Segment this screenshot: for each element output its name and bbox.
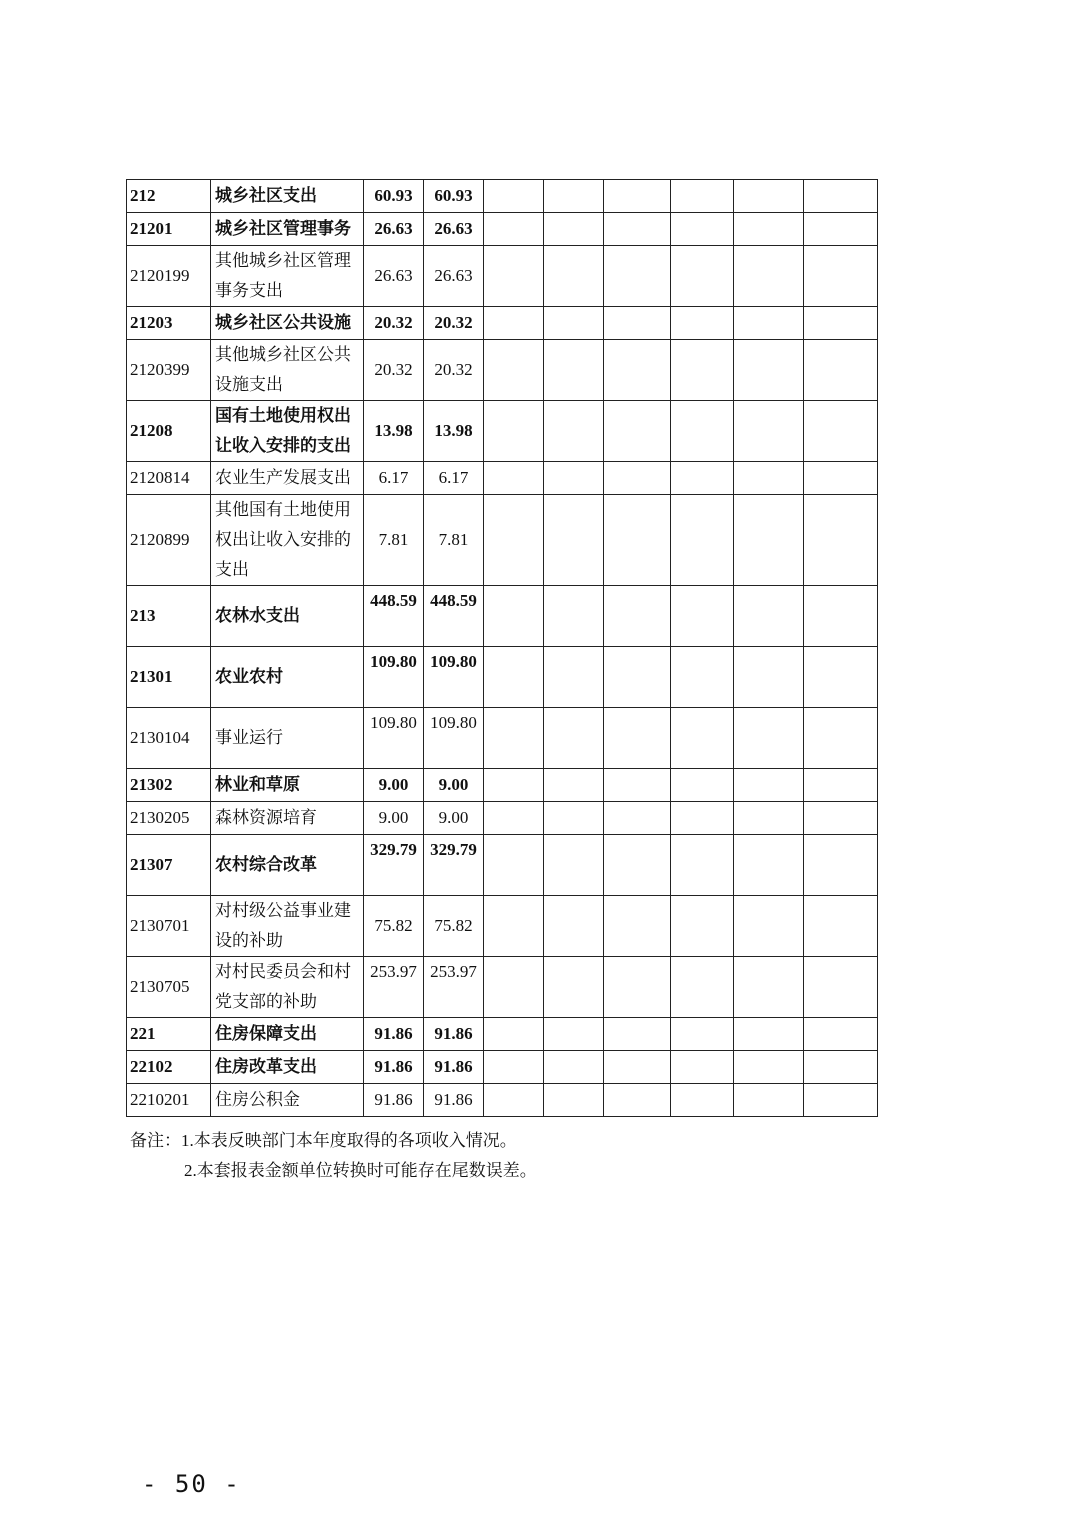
empty-cell [604, 957, 671, 1018]
empty-cell [484, 307, 544, 340]
table-body [127, 180, 878, 1117]
empty-cell [671, 213, 734, 246]
subject-code-cell: 21307 [127, 835, 211, 896]
subject-code-cell: 2130705 [127, 957, 211, 1018]
empty-cell [671, 802, 734, 835]
table-row [127, 495, 878, 586]
amount-cell: 109.80 [424, 708, 484, 769]
empty-cell [671, 769, 734, 802]
total-amount-cell: 13.98 [364, 401, 424, 462]
empty-cell [604, 1084, 671, 1117]
subject-code-cell: 2120814 [127, 462, 211, 495]
total-amount-cell: 91.86 [364, 1084, 424, 1117]
empty-cell [671, 835, 734, 896]
empty-cell [804, 462, 878, 495]
empty-cell [804, 1051, 878, 1084]
subject-name-cell: 林业和草原 [211, 769, 364, 802]
empty-cell [604, 462, 671, 495]
table-row [127, 340, 878, 401]
total-amount-cell: 109.80 [364, 647, 424, 708]
empty-cell [544, 1051, 604, 1084]
page-number: - 50 - [142, 1470, 241, 1498]
subject-name-cell: 农业农村 [211, 647, 364, 708]
empty-cell [804, 401, 878, 462]
total-amount-cell: 91.86 [364, 1051, 424, 1084]
table-row [127, 802, 878, 835]
amount-cell: 91.86 [424, 1051, 484, 1084]
empty-cell [544, 896, 604, 957]
empty-cell [484, 340, 544, 401]
subject-name-cell: 其他城乡社区管理事务支出 [211, 246, 364, 307]
subject-name-cell: 其他城乡社区公共设施支出 [211, 340, 364, 401]
subject-code-cell: 21203 [127, 307, 211, 340]
empty-cell [804, 1084, 878, 1117]
subject-name-cell: 事业运行 [211, 708, 364, 769]
subject-name-cell: 城乡社区管理事务 [211, 213, 364, 246]
table-row [127, 1084, 878, 1117]
empty-cell [671, 586, 734, 647]
subject-code-cell: 2210201 [127, 1084, 211, 1117]
total-amount-cell: 9.00 [364, 802, 424, 835]
amount-cell: 9.00 [424, 802, 484, 835]
empty-cell [484, 769, 544, 802]
table-row [127, 1051, 878, 1084]
empty-cell [671, 708, 734, 769]
empty-cell [604, 586, 671, 647]
empty-cell [544, 246, 604, 307]
amount-cell: 253.97 [424, 957, 484, 1018]
empty-cell [734, 462, 804, 495]
empty-cell [804, 835, 878, 896]
total-amount-cell: 20.32 [364, 307, 424, 340]
empty-cell [484, 647, 544, 708]
amount-cell: 20.32 [424, 307, 484, 340]
subject-name-cell: 城乡社区公共设施 [211, 307, 364, 340]
table-row [127, 1018, 878, 1051]
empty-cell [734, 1018, 804, 1051]
empty-cell [484, 213, 544, 246]
empty-cell [484, 708, 544, 769]
amount-cell: 448.59 [424, 586, 484, 647]
empty-cell [671, 246, 734, 307]
empty-cell [604, 495, 671, 586]
empty-cell [804, 307, 878, 340]
total-amount-cell: 20.32 [364, 340, 424, 401]
empty-cell [544, 708, 604, 769]
empty-cell [804, 896, 878, 957]
empty-cell [484, 246, 544, 307]
total-amount-cell: 26.63 [364, 213, 424, 246]
empty-cell [671, 957, 734, 1018]
amount-cell: 20.32 [424, 340, 484, 401]
empty-cell [544, 835, 604, 896]
empty-cell [544, 307, 604, 340]
empty-cell [804, 957, 878, 1018]
empty-cell [604, 802, 671, 835]
empty-cell [734, 708, 804, 769]
empty-cell [671, 307, 734, 340]
subject-name-cell: 其他国有土地使用权出让收入安排的支出 [211, 495, 364, 586]
amount-cell: 109.80 [424, 647, 484, 708]
empty-cell [604, 896, 671, 957]
empty-cell [484, 462, 544, 495]
total-amount-cell: 7.81 [364, 495, 424, 586]
table-row [127, 708, 878, 769]
empty-cell [804, 340, 878, 401]
amount-cell: 13.98 [424, 401, 484, 462]
empty-cell [671, 401, 734, 462]
table-row [127, 401, 878, 462]
empty-cell [734, 180, 804, 213]
empty-cell [734, 957, 804, 1018]
empty-cell [804, 586, 878, 647]
total-amount-cell: 6.17 [364, 462, 424, 495]
table-row [127, 896, 878, 957]
empty-cell [804, 495, 878, 586]
empty-cell [604, 401, 671, 462]
empty-cell [734, 246, 804, 307]
empty-cell [604, 1051, 671, 1084]
subject-code-cell: 2120899 [127, 495, 211, 586]
empty-cell [734, 1051, 804, 1084]
empty-cell [484, 401, 544, 462]
empty-cell [544, 802, 604, 835]
empty-cell [544, 401, 604, 462]
empty-cell [671, 180, 734, 213]
empty-cell [671, 647, 734, 708]
empty-cell [734, 401, 804, 462]
empty-cell [671, 1084, 734, 1117]
empty-cell [804, 246, 878, 307]
empty-cell [804, 180, 878, 213]
empty-cell [604, 708, 671, 769]
empty-cell [544, 586, 604, 647]
empty-cell [484, 957, 544, 1018]
empty-cell [604, 835, 671, 896]
subject-code-cell: 21201 [127, 213, 211, 246]
subject-name-cell: 对村民委员会和村党支部的补助 [211, 957, 364, 1018]
empty-cell [604, 307, 671, 340]
empty-cell [484, 1018, 544, 1051]
subject-code-cell: 2130104 [127, 708, 211, 769]
amount-cell: 7.81 [424, 495, 484, 586]
subject-code-cell: 21208 [127, 401, 211, 462]
table-row [127, 180, 878, 213]
empty-cell [734, 835, 804, 896]
empty-cell [671, 495, 734, 586]
empty-cell [671, 462, 734, 495]
total-amount-cell: 26.63 [364, 246, 424, 307]
empty-cell [604, 1018, 671, 1051]
amount-cell: 91.86 [424, 1018, 484, 1051]
total-amount-cell: 253.97 [364, 957, 424, 1018]
empty-cell [671, 896, 734, 957]
empty-cell [484, 586, 544, 647]
empty-cell [604, 647, 671, 708]
subject-code-cell: 2120399 [127, 340, 211, 401]
amount-cell: 60.93 [424, 180, 484, 213]
subject-name-cell: 城乡社区支出 [211, 180, 364, 213]
subject-code-cell: 2130205 [127, 802, 211, 835]
table-row [127, 647, 878, 708]
empty-cell [544, 647, 604, 708]
subject-code-cell: 21302 [127, 769, 211, 802]
total-amount-cell: 60.93 [364, 180, 424, 213]
total-amount-cell: 329.79 [364, 835, 424, 896]
amount-cell: 26.63 [424, 246, 484, 307]
table-row [127, 246, 878, 307]
amount-cell: 26.63 [424, 213, 484, 246]
total-amount-cell: 448.59 [364, 586, 424, 647]
empty-cell [484, 495, 544, 586]
subject-code-cell: 221 [127, 1018, 211, 1051]
subject-code-cell: 212 [127, 180, 211, 213]
empty-cell [604, 246, 671, 307]
empty-cell [544, 1018, 604, 1051]
subject-code-cell: 2120199 [127, 246, 211, 307]
table-row [127, 769, 878, 802]
note-line-1: 备注：1.本表反映部门本年度取得的各项收入情况。 [130, 1131, 517, 1150]
empty-cell [804, 769, 878, 802]
empty-cell [484, 896, 544, 957]
total-amount-cell: 91.86 [364, 1018, 424, 1051]
empty-cell [671, 340, 734, 401]
empty-cell [734, 340, 804, 401]
subject-name-cell: 国有土地使用权出让收入安排的支出 [211, 401, 364, 462]
empty-cell [671, 1051, 734, 1084]
notes [130, 1126, 537, 1186]
table-row [127, 586, 878, 647]
empty-cell [734, 586, 804, 647]
empty-cell [804, 1018, 878, 1051]
subject-code-cell: 21301 [127, 647, 211, 708]
subject-code-cell: 213 [127, 586, 211, 647]
empty-cell [804, 802, 878, 835]
table-row [127, 957, 878, 1018]
empty-cell [484, 835, 544, 896]
empty-cell [734, 802, 804, 835]
subject-name-cell: 住房公积金 [211, 1084, 364, 1117]
amount-cell: 91.86 [424, 1084, 484, 1117]
empty-cell [804, 213, 878, 246]
empty-cell [604, 180, 671, 213]
empty-cell [544, 1084, 604, 1117]
table-row [127, 462, 878, 495]
empty-cell [734, 896, 804, 957]
total-amount-cell: 75.82 [364, 896, 424, 957]
table-row [127, 213, 878, 246]
empty-cell [544, 957, 604, 1018]
empty-cell [544, 180, 604, 213]
empty-cell [604, 340, 671, 401]
empty-cell [484, 802, 544, 835]
subject-name-cell: 住房改革支出 [211, 1051, 364, 1084]
empty-cell [804, 708, 878, 769]
subject-name-cell: 农业生产发展支出 [211, 462, 364, 495]
empty-cell [734, 1084, 804, 1117]
empty-cell [734, 213, 804, 246]
table-row [127, 835, 878, 896]
empty-cell [734, 495, 804, 586]
subject-name-cell: 对村级公益事业建设的补助 [211, 896, 364, 957]
empty-cell [544, 340, 604, 401]
subject-code-cell: 22102 [127, 1051, 211, 1084]
table-row [127, 307, 878, 340]
empty-cell [734, 769, 804, 802]
total-amount-cell: 9.00 [364, 769, 424, 802]
empty-cell [604, 769, 671, 802]
budget-table [126, 179, 878, 1117]
amount-cell: 9.00 [424, 769, 484, 802]
subject-name-cell: 住房保障支出 [211, 1018, 364, 1051]
subject-name-cell: 森林资源培育 [211, 802, 364, 835]
subject-name-cell: 农林水支出 [211, 586, 364, 647]
empty-cell [804, 647, 878, 708]
empty-cell [544, 213, 604, 246]
empty-cell [484, 1084, 544, 1117]
empty-cell [544, 462, 604, 495]
empty-cell [544, 769, 604, 802]
empty-cell [734, 307, 804, 340]
amount-cell: 329.79 [424, 835, 484, 896]
total-amount-cell: 109.80 [364, 708, 424, 769]
empty-cell [484, 180, 544, 213]
empty-cell [604, 213, 671, 246]
subject-code-cell: 2130701 [127, 896, 211, 957]
empty-cell [484, 1051, 544, 1084]
amount-cell: 75.82 [424, 896, 484, 957]
amount-cell: 6.17 [424, 462, 484, 495]
subject-name-cell: 农村综合改革 [211, 835, 364, 896]
empty-cell [734, 647, 804, 708]
empty-cell [671, 1018, 734, 1051]
empty-cell [544, 495, 604, 586]
note-line-2: 2.本套报表金额单位转换时可能存在尾数误差。 [184, 1161, 537, 1180]
